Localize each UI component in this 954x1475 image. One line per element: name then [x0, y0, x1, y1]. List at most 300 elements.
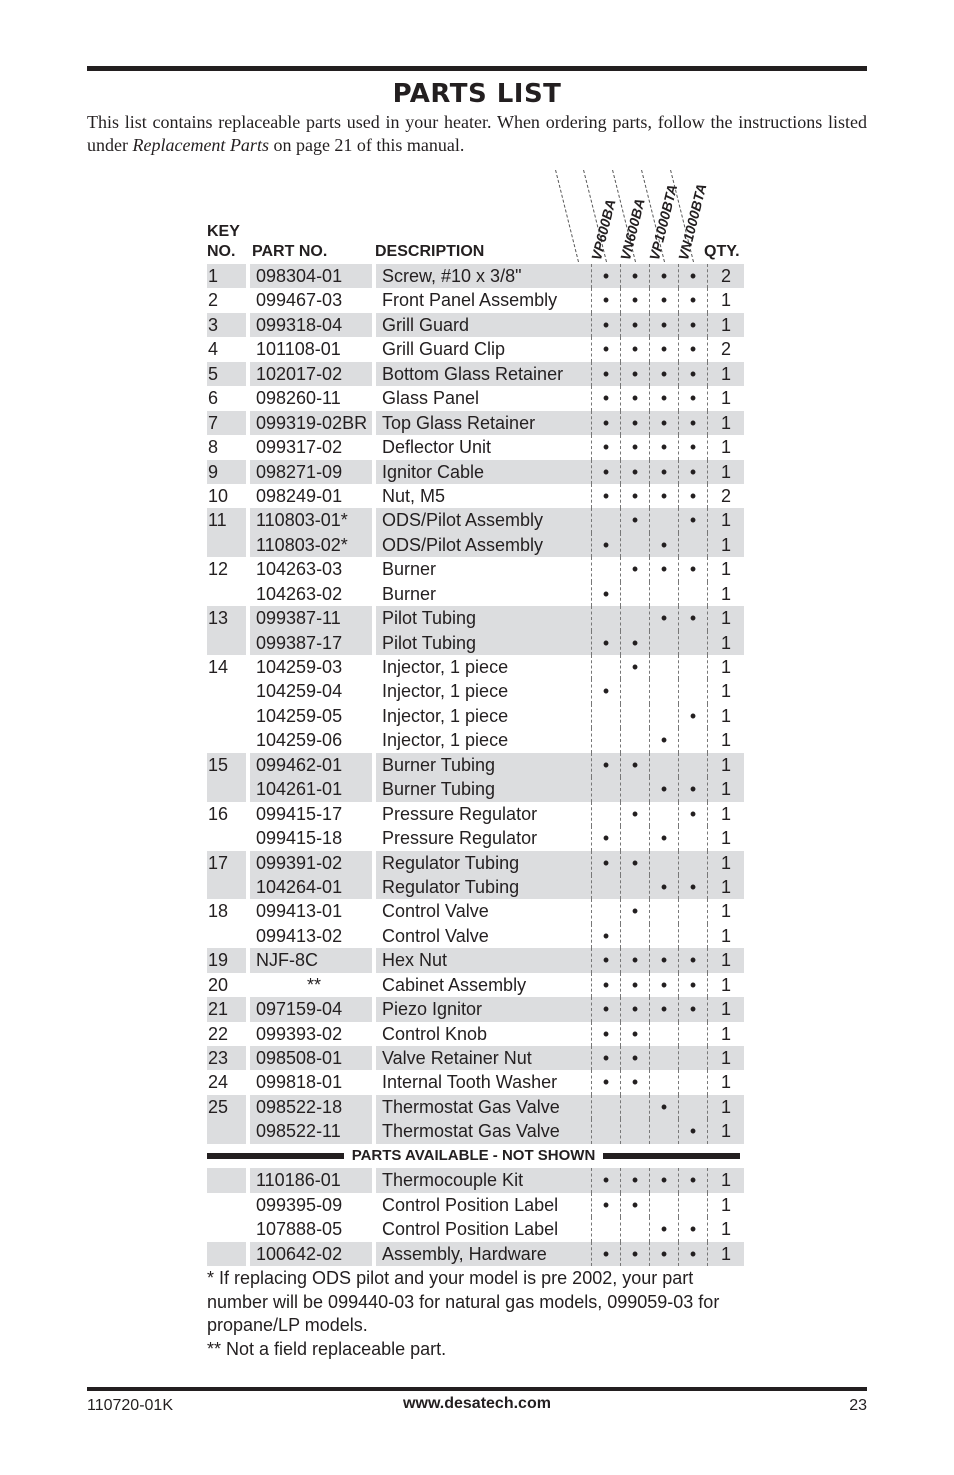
model-applicability-mark: • [592, 753, 621, 777]
model-applicability-mark: • [679, 313, 708, 337]
model-applicability-mark [650, 1119, 679, 1143]
part-number: 104263-02 [248, 582, 374, 606]
table-row [207, 1095, 744, 1119]
model-applicability-mark: • [650, 1217, 679, 1241]
key-number: 6 [207, 386, 248, 410]
part-description: Deflector Unit [382, 437, 492, 458]
key-number [207, 1119, 248, 1143]
header-description: DESCRIPTION [375, 243, 485, 260]
model-applicability-mark [679, 1095, 708, 1119]
part-number: 098260-11 [248, 386, 374, 410]
model-applicability-mark [650, 899, 679, 923]
part-description: Nut, M5 [382, 485, 446, 506]
quantity: 1 [708, 924, 745, 948]
table-row [207, 582, 744, 606]
table-row [207, 386, 744, 410]
model-applicability-mark: • [650, 435, 679, 459]
model-label-vn600ba: VN600BA [617, 196, 648, 262]
model-applicability-mark: • [650, 1242, 679, 1266]
model-applicability-mark [650, 655, 679, 679]
model-applicability-mark: • [621, 313, 650, 337]
quantity: 1 [708, 386, 745, 410]
part-description: Control Knob [382, 1023, 488, 1044]
model-applicability-mark: • [650, 386, 679, 410]
part-number: 099413-02 [248, 924, 374, 948]
not-shown-divider [207, 1144, 744, 1168]
table-row [207, 1193, 744, 1217]
model-applicability-mark: • [679, 411, 708, 435]
quantity: 1 [708, 728, 745, 752]
model-applicability-mark [650, 704, 679, 728]
model-applicability-mark: • [679, 460, 708, 484]
model-applicability-mark: • [621, 802, 650, 826]
part-description: ODS/Pilot Assembly [374, 533, 592, 557]
table-row [207, 557, 744, 581]
footnote-ods: * If replacing ODS pilot and your model is pre 2002, your part number will be 099440-03 for natural gas models, 099059-03 for propane/LP models. [207, 1268, 720, 1335]
model-applicability-mark: • [621, 288, 650, 312]
key-number [207, 1193, 248, 1217]
key-number: 18 [207, 899, 248, 923]
model-applicability-mark: • [621, 948, 650, 972]
quantity: 1 [708, 313, 745, 337]
key-number: 8 [207, 435, 248, 459]
quantity: 1 [708, 557, 745, 581]
part-description: Pilot Tubing [374, 631, 592, 655]
model-applicability-mark: • [679, 704, 708, 728]
quantity: 1 [708, 1095, 745, 1119]
quantity: 2 [708, 264, 745, 288]
part-number: 099317-02 [248, 435, 374, 459]
quantity: 1 [708, 973, 745, 997]
part-number: 099387-17 [248, 631, 374, 655]
part-description: Injector, 1 piece [382, 730, 509, 751]
part-description: Control Position Label [382, 1219, 559, 1240]
model-applicability-mark: • [592, 411, 621, 435]
part-description: Injector, 1 piece [382, 657, 509, 677]
model-applicability-mark: • [679, 1119, 708, 1143]
model-applicability-mark: • [592, 1242, 621, 1266]
part-number: 104259-03 [248, 655, 374, 679]
table-row [207, 484, 744, 508]
model-applicability-mark [621, 777, 650, 801]
part-description: Control Valve [382, 901, 489, 922]
part-description: Front Panel Assembly [382, 290, 558, 311]
footer-doc-number: 110720-01K [87, 1397, 173, 1414]
model-applicability-mark [679, 753, 708, 777]
model-applicability-mark [621, 1217, 650, 1241]
model-applicability-mark: • [592, 948, 621, 972]
part-description: Glass Panel [382, 388, 480, 409]
model-applicability-mark: • [650, 826, 679, 850]
part-number: 098249-01 [248, 484, 374, 508]
divider-bar [207, 1153, 344, 1159]
model-applicability-mark: • [679, 362, 708, 386]
table-row [207, 264, 744, 288]
table-row [207, 1046, 744, 1070]
key-number [207, 1168, 248, 1192]
model-applicability-mark: • [592, 679, 621, 703]
header-key-line1: KEY [207, 223, 240, 240]
model-applicability-mark: • [621, 997, 650, 1021]
key-number [207, 1217, 248, 1241]
part-number: 099319-02BR [248, 411, 374, 435]
quantity: 1 [708, 679, 745, 703]
part-description: Top Glass Retainer [374, 411, 592, 435]
model-label-vp600ba: VP600BA [588, 197, 619, 262]
key-number: 13 [207, 606, 248, 630]
model-applicability-mark: • [621, 1168, 650, 1192]
model-divider [555, 170, 579, 262]
model-label-vn1000bta: VN1000BTA [675, 181, 710, 262]
quantity: 1 [708, 753, 745, 777]
model-applicability-mark: • [621, 362, 650, 386]
model-applicability-mark: • [679, 875, 708, 899]
model-applicability-mark [650, 1070, 679, 1094]
key-number [207, 679, 248, 703]
table-row [207, 997, 744, 1021]
part-number: 104264-01 [248, 875, 374, 899]
part-number: 110803-01* [248, 508, 374, 532]
model-applicability-mark [679, 679, 708, 703]
part-description: Burner Tubing [374, 777, 592, 801]
part-description: Regulator Tubing [374, 851, 592, 875]
table-row [207, 1119, 744, 1143]
model-applicability-mark: • [621, 1046, 650, 1070]
quantity: 1 [708, 777, 745, 801]
table-row [207, 1022, 744, 1046]
table-row [207, 655, 744, 679]
model-applicability-mark [679, 924, 708, 948]
part-description: Thermostat Gas Valve [374, 1095, 592, 1119]
quantity: 1 [708, 435, 745, 459]
model-applicability-mark: • [650, 973, 679, 997]
key-number [207, 704, 248, 728]
model-applicability-mark: • [592, 1193, 621, 1217]
model-applicability-mark: • [592, 1022, 621, 1046]
model-applicability-mark [650, 802, 679, 826]
model-applicability-mark: • [679, 802, 708, 826]
part-number: 098522-11 [248, 1119, 374, 1143]
model-applicability-mark [592, 875, 621, 899]
key-number [207, 1242, 248, 1266]
model-applicability-mark [592, 508, 621, 532]
model-applicability-mark [592, 606, 621, 630]
model-applicability-mark: • [592, 337, 621, 361]
quantity: 1 [708, 362, 745, 386]
part-description: Injector, 1 piece [382, 705, 509, 726]
quantity: 1 [708, 826, 745, 850]
page-title: PARTS LIST [392, 79, 562, 109]
table-row [207, 973, 744, 997]
model-applicability-mark: • [650, 557, 679, 581]
model-applicability-mark [679, 582, 708, 606]
model-applicability-mark: • [592, 362, 621, 386]
model-applicability-mark: • [650, 1168, 679, 1192]
table-row [207, 728, 744, 752]
key-number [207, 533, 248, 557]
key-number: 23 [207, 1046, 248, 1070]
model-applicability-mark: • [592, 924, 621, 948]
model-applicability-mark: • [650, 1095, 679, 1119]
model-applicability-mark: • [621, 435, 650, 459]
key-number: 10 [207, 484, 248, 508]
model-applicability-mark [650, 1046, 679, 1070]
model-applicability-mark [679, 851, 708, 875]
part-description: Control Position Label [382, 1194, 559, 1215]
model-applicability-mark [592, 704, 621, 728]
model-applicability-mark: • [621, 973, 650, 997]
part-description: Internal Tooth Washer [382, 1072, 558, 1093]
quantity: 1 [708, 460, 745, 484]
model-applicability-mark: • [650, 606, 679, 630]
model-applicability-mark [621, 679, 650, 703]
part-number: 099393-02 [248, 1022, 374, 1046]
quantity: 1 [708, 631, 745, 655]
part-number: 099462-01 [248, 753, 374, 777]
quantity: 1 [708, 1022, 745, 1046]
table-row [207, 288, 744, 312]
part-description: Cabinet Assembly [382, 974, 527, 995]
model-applicability-mark: • [621, 484, 650, 508]
table-row [207, 679, 744, 703]
part-number: 099467-03 [248, 288, 374, 312]
part-number: 102017-02 [248, 362, 374, 386]
part-number: 098271-09 [248, 460, 374, 484]
key-number: 11 [207, 508, 248, 532]
quantity: 2 [708, 337, 745, 361]
table-row [207, 1070, 744, 1094]
footnote-not-replaceable: ** Not a field replaceable part. [207, 1338, 447, 1359]
part-description: Thermostat Gas Valve [374, 1119, 592, 1143]
parts-table [207, 264, 744, 1266]
table-row [207, 948, 744, 972]
table-row [207, 826, 744, 850]
model-applicability-mark: • [650, 777, 679, 801]
model-applicability-mark: • [679, 557, 708, 581]
intro-text-before: This list contains replaceable parts used in your heater. When ordering parts, follow the instructions listed under [87, 112, 867, 155]
part-number: 104261-01 [248, 777, 374, 801]
part-description: Hex Nut [374, 948, 592, 972]
table-row [207, 460, 744, 484]
parts-table-body [207, 264, 744, 1266]
model-applicability-mark: • [621, 337, 650, 361]
model-applicability-mark: • [592, 313, 621, 337]
model-applicability-mark [679, 826, 708, 850]
model-applicability-mark: • [650, 362, 679, 386]
model-applicability-mark [621, 1095, 650, 1119]
table-row [207, 1168, 744, 1192]
model-applicability-mark [679, 1070, 708, 1094]
quantity: 1 [708, 997, 745, 1021]
part-description: Burner [382, 559, 437, 580]
key-number: 9 [207, 460, 248, 484]
key-number: 16 [207, 802, 248, 826]
key-number: 17 [207, 851, 248, 875]
table-row [207, 606, 744, 630]
model-applicability-mark [592, 557, 621, 581]
part-number: 099387-11 [248, 606, 374, 630]
divider-bar [603, 1153, 740, 1159]
intro-text-italic: Replacement Parts [132, 135, 269, 155]
key-number [207, 777, 248, 801]
quantity: 1 [708, 1242, 745, 1266]
model-applicability-mark [679, 655, 708, 679]
quantity: 1 [708, 1070, 745, 1094]
key-number [207, 582, 248, 606]
part-number: 099395-09 [248, 1193, 374, 1217]
model-applicability-mark [621, 875, 650, 899]
quantity: 1 [708, 851, 745, 875]
model-applicability-mark: • [592, 288, 621, 312]
model-applicability-mark: • [621, 508, 650, 532]
footer-url-text[interactable]: www.desatech.com [403, 1395, 551, 1412]
model-applicability-mark [592, 1095, 621, 1119]
top-rule [87, 66, 867, 71]
part-number: 099415-17 [248, 802, 374, 826]
key-number: 1 [207, 264, 248, 288]
model-applicability-mark: • [679, 288, 708, 312]
model-label-vp1000bta: VP1000BTA [646, 182, 681, 262]
key-number [207, 631, 248, 655]
model-applicability-mark: • [650, 337, 679, 361]
model-applicability-mark [621, 1119, 650, 1143]
model-applicability-mark: • [621, 1242, 650, 1266]
key-number: 5 [207, 362, 248, 386]
part-number: 110186-01 [248, 1168, 374, 1192]
key-number [207, 728, 248, 752]
quantity: 1 [708, 606, 745, 630]
model-applicability-mark [650, 753, 679, 777]
key-number: 3 [207, 313, 248, 337]
model-applicability-mark: • [592, 826, 621, 850]
model-applicability-mark [650, 679, 679, 703]
model-applicability-mark: • [621, 851, 650, 875]
not-shown-label: PARTS AVAILABLE - NOT SHOWN [351, 1146, 596, 1164]
quantity: 1 [708, 875, 745, 899]
model-applicability-mark: • [621, 557, 650, 581]
quantity: 1 [708, 508, 745, 532]
model-applicability-mark: • [650, 728, 679, 752]
model-applicability-mark: • [592, 997, 621, 1021]
model-applicability-mark: • [650, 948, 679, 972]
part-number: 104263-03 [248, 557, 374, 581]
key-number: 24 [207, 1070, 248, 1094]
model-applicability-mark: • [679, 386, 708, 410]
quantity: 1 [708, 948, 745, 972]
key-number: 21 [207, 997, 248, 1021]
part-number: 101108-01 [248, 337, 374, 361]
model-applicability-mark [679, 728, 708, 752]
part-description: Burner Tubing [374, 753, 592, 777]
model-applicability-mark: • [679, 1168, 708, 1192]
part-number: 099318-04 [248, 313, 374, 337]
part-number: 098508-01 [248, 1046, 374, 1070]
table-row [207, 1217, 744, 1241]
table-row [207, 899, 744, 923]
model-applicability-mark: • [592, 435, 621, 459]
quantity: 1 [708, 655, 745, 679]
key-number: 20 [207, 973, 248, 997]
model-applicability-mark: • [679, 948, 708, 972]
model-applicability-mark: • [621, 631, 650, 655]
model-applicability-mark: • [592, 851, 621, 875]
model-applicability-mark: • [592, 533, 621, 557]
model-applicability-mark [621, 606, 650, 630]
model-applicability-mark [621, 826, 650, 850]
model-applicability-mark: • [592, 631, 621, 655]
part-description: Control Valve [382, 925, 489, 946]
model-applicability-mark [592, 802, 621, 826]
part-number: 104259-04 [248, 679, 374, 703]
model-applicability-mark [679, 631, 708, 655]
model-applicability-mark [650, 582, 679, 606]
part-number: 098304-01 [248, 264, 374, 288]
model-applicability-mark: • [621, 386, 650, 410]
part-description: Screw, #10 x 3/8" [374, 264, 592, 288]
key-number: 12 [207, 557, 248, 581]
key-number [207, 826, 248, 850]
model-applicability-mark: • [621, 264, 650, 288]
quantity: 1 [708, 802, 745, 826]
key-number: 7 [207, 411, 248, 435]
key-number: 14 [207, 655, 248, 679]
part-description: Piezo Ignitor [374, 997, 592, 1021]
model-applicability-mark [621, 704, 650, 728]
model-applicability-mark: • [621, 655, 650, 679]
model-applicability-mark [679, 899, 708, 923]
model-applicability-mark: • [650, 484, 679, 508]
header-key-line2: NO. [207, 243, 236, 260]
part-number: 100642-02 [248, 1242, 374, 1266]
key-number: 2 [207, 288, 248, 312]
model-applicability-mark: • [679, 997, 708, 1021]
footer-url[interactable] [0, 1395, 954, 1413]
part-number: 099413-01 [248, 899, 374, 923]
part-description: Thermocouple Kit [374, 1168, 592, 1192]
model-applicability-mark [592, 728, 621, 752]
model-applicability-mark: • [650, 288, 679, 312]
part-description: Injector, 1 piece [382, 681, 509, 702]
model-applicability-mark: • [679, 973, 708, 997]
model-applicability-mark: • [679, 1217, 708, 1241]
model-applicability-mark [592, 1217, 621, 1241]
part-number: 110803-02* [248, 533, 374, 557]
table-row [207, 802, 744, 826]
part-description: Pilot Tubing [374, 606, 592, 630]
table-row [207, 435, 744, 459]
footnotes [207, 1267, 742, 1361]
table-row [207, 777, 744, 801]
key-number [207, 924, 248, 948]
table-row [207, 411, 744, 435]
part-number: 097159-04 [248, 997, 374, 1021]
model-applicability-mark [650, 1193, 679, 1217]
model-applicability-mark [679, 1193, 708, 1217]
intro-text-after: on page 21 of this manual. [268, 135, 465, 155]
model-applicability-mark: • [679, 606, 708, 630]
not-shown-divider-row [207, 1144, 744, 1168]
model-applicability-mark [679, 533, 708, 557]
quantity: 1 [708, 1168, 745, 1192]
model-applicability-mark: • [592, 1168, 621, 1192]
key-number: 22 [207, 1022, 248, 1046]
model-applicability-mark: • [650, 997, 679, 1021]
table-row [207, 753, 744, 777]
part-description: Grill Guard [374, 313, 592, 337]
footer-page-number: 23 [849, 1397, 867, 1414]
part-number: 099391-02 [248, 851, 374, 875]
model-applicability-mark: • [621, 1070, 650, 1094]
